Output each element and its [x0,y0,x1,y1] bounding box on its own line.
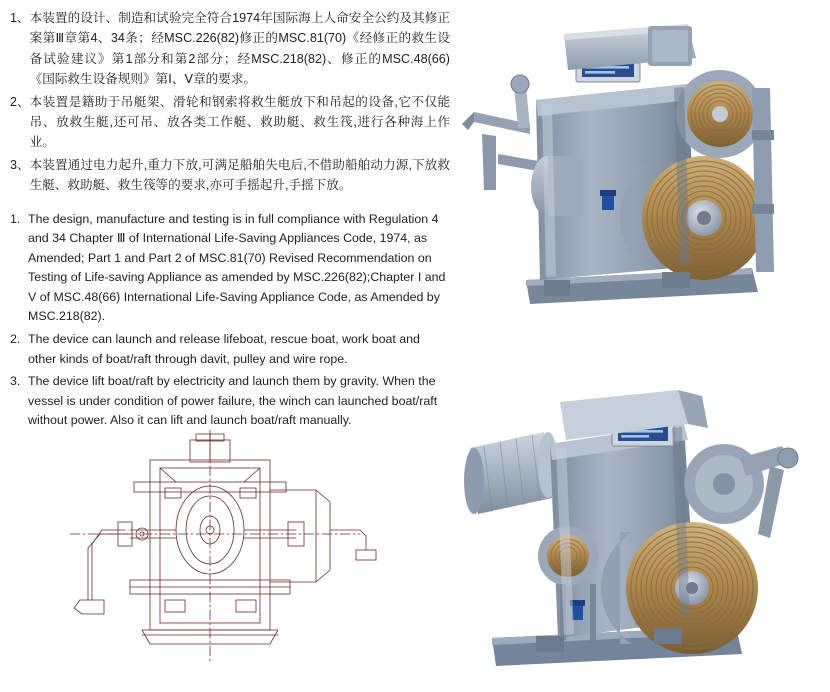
chinese-specification-list [10,8,450,196]
list-text: The device lift boat/raft by electricity and launch them by gravity. When the vessel is under condition of power failure, the winch can launched boat/raft without power. Also it can lift and launch boat/raft manually. [28,374,438,428]
list-marker: 3、 [10,157,30,172]
list-item [10,372,450,431]
list-text: 本装置是籍助于吊艇架、滑轮和钢索将救生艇放下和吊起的设备,它不仅能吊、放救生艇,还可吊、放各类工作艇、救助艇、救生筏,进行各种海上作业。 [29,94,450,150]
list-marker: 2. [10,332,21,347]
text-column [10,8,450,434]
list-text: 本装置的设计、制造和试验完全符合1974年国际海上人命安全公约及其修正案第Ⅲ章第4、34条；经MSC.226(82)修正的MSC.81(70)《经修正的救生设备试验建议》第1部分和第2部分；经MSC.218(82)、修正的MSC.48(66)《国际救生设备规则》第Ⅰ、Ⅴ章的要求。 [29,11,450,87]
english-specification-list [10,210,450,432]
list-item [10,92,450,153]
list-text: 本装置通过电力起升,重力下放,可满足船舶失电后,不借助船舶动力源,下放救生艇、救助艇、救生筏等的要求,亦可手摇起升,手摇下放。 [29,157,450,193]
list-marker: 3. [10,374,21,389]
list-marker: 1、 [10,11,30,25]
winch-line-drawing [30,430,410,670]
winch-photo-bottom [440,388,826,688]
list-item [10,210,450,328]
list-text: The design, manufacture and testing is in full compliance with Regulation 4 and 34 Chapter Ⅲ of International Life-Saving Appliances Code, 1974, as Amended; Part 1 and Part 2 of MSC.81(70) Revised Recommendation on Testing of Life-saving Appliance as amended by MSC.226(82);Chapter I and V of MSC.48(66) International Life-Saving Appliance Code, as Amended by MSC.218(82). [28,211,446,324]
list-item [10,330,450,369]
list-item [10,155,450,196]
list-marker: 2、 [10,94,30,109]
list-marker: 1. [10,211,21,226]
list-item [10,8,450,90]
winch-photo-top [452,4,824,330]
list-text: The device can launch and release lifeboat, rescue boat, work boat and other kinds of boat/raft through davit, pulley and wire rope. [28,332,420,366]
